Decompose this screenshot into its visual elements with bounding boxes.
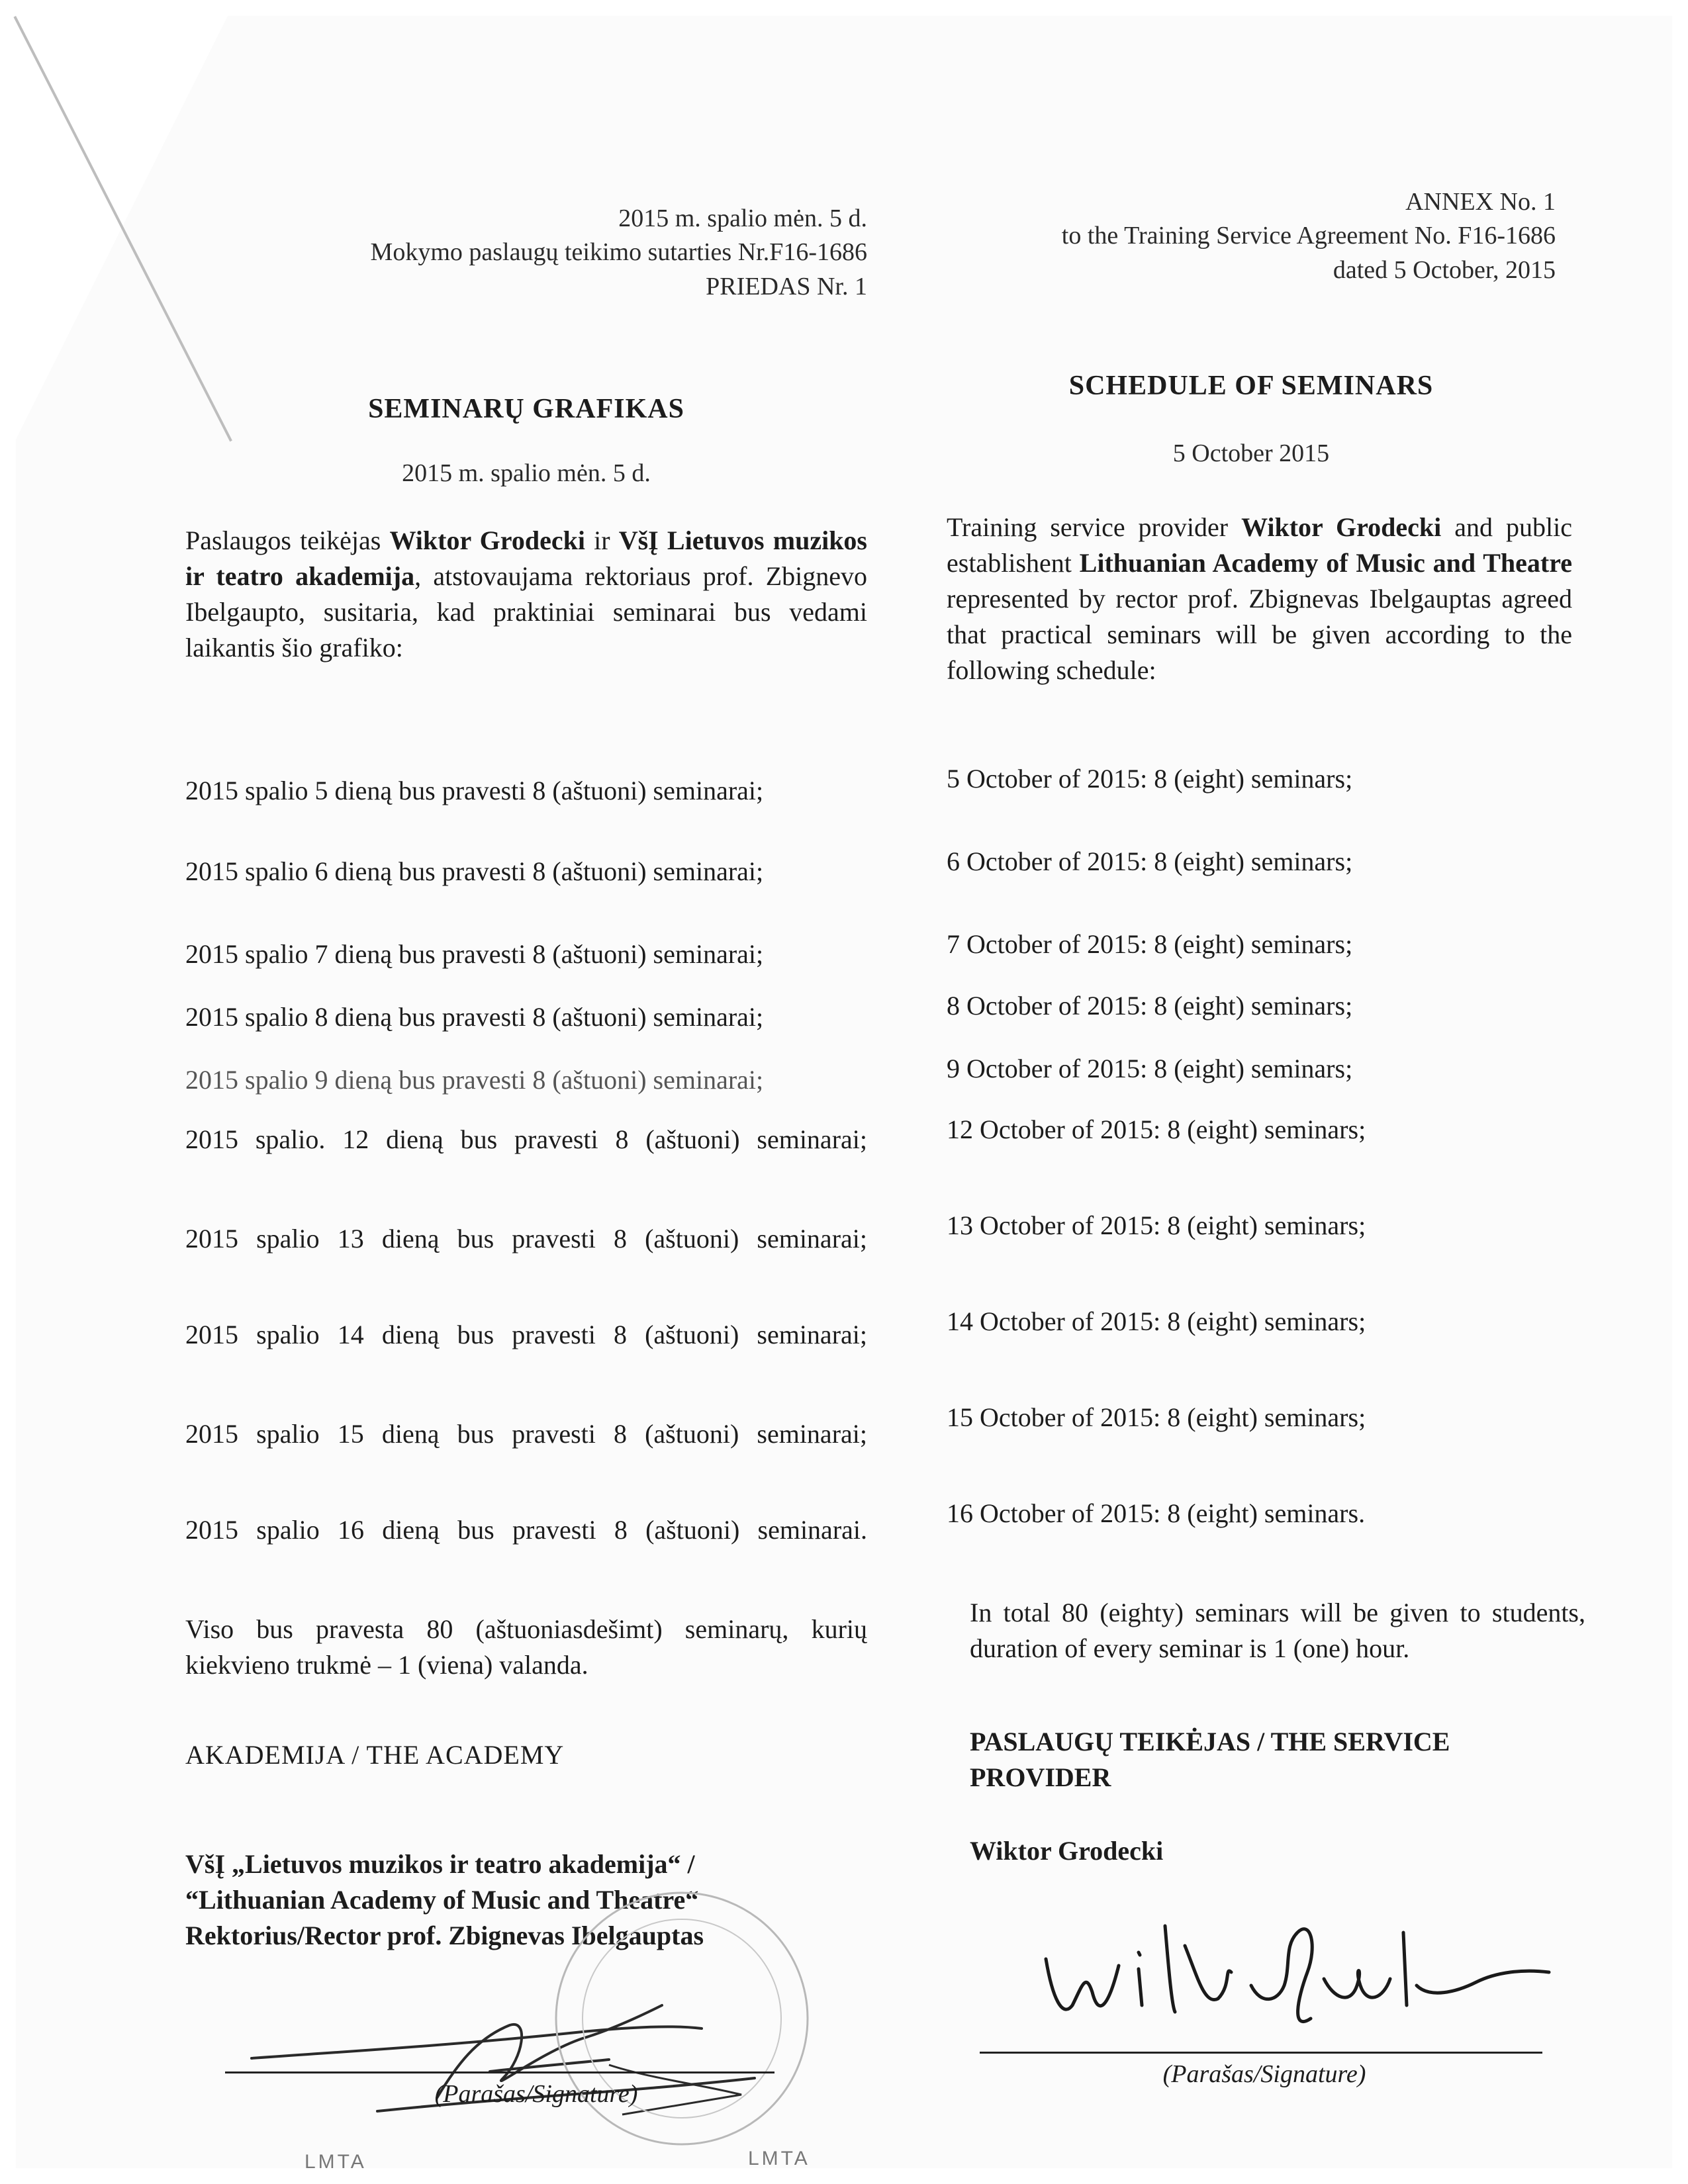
right-signature-caption: (Parašas/Signature) <box>1162 2060 1366 2088</box>
right-schedule-item: 12 October of 2015: 8 (eight) seminars; <box>947 1115 1366 1144</box>
left-intro-text-3: , atstovaujama rektoriaus prof. Zbignevo Ibelgaupto, susitaria, kad praktiniai seminarai bus vedami laikantis šio grafiko: <box>185 561 867 662</box>
right-total: In total 80 (eighty) seminars will be given to students, duration of every seminar is 1 (one) hour. <box>970 1598 1585 1663</box>
left-header-agreement: Mokymo paslaugų teikimo sutarties Nr.F16-1686 <box>370 238 867 267</box>
right-schedule-item: 16 October of 2015: 8 (eight) seminars. <box>947 1498 1366 1528</box>
left-schedule-item: 2015 spalio 9 dieną bus pravesti 8 (aštuoni) seminarai; <box>185 1065 764 1095</box>
left-signature-caption: (Parašas/Signature) <box>434 2080 638 2108</box>
left-title: SEMINARŲ GRAFIKAS <box>368 394 684 424</box>
left-schedule-item: 2015 spalio 7 dieną bus pravesti 8 (aštuoni) seminarai; <box>185 939 764 969</box>
left-schedule-item: 2015 spalio 15 dieną bus pravesti 8 (aštuoni) seminarai; <box>185 1419 867 1449</box>
left-schedule-item: 2015 spalio. 12 dieną bus pravesti 8 (aštuoni) seminarai; <box>185 1124 867 1154</box>
left-party-line: VšĮ „Lietuvos muzikos ir teatro akademija“ / <box>185 1849 695 1879</box>
right-schedule-item: 8 October of 2015: 8 (eight) seminars; <box>947 991 1353 1021</box>
left-header-date: 2015 m. spalio mėn. 5 d. <box>618 205 867 232</box>
right-intro-text-1: Training service provider <box>947 512 1242 542</box>
right-date: 5 October 2015 <box>1172 439 1330 467</box>
left-stamp-text: LMTA <box>305 2151 367 2173</box>
right-signature-line <box>980 2052 1542 2054</box>
left-schedule-item: 2015 spalio 6 dieną bus pravesti 8 (aštuoni) seminarai; <box>185 856 764 886</box>
left-schedule-item: 2015 spalio 8 dieną bus pravesti 8 (aštuoni) seminarai; <box>185 1002 764 1032</box>
right-schedule-item: 13 October of 2015: 8 (eight) seminars; <box>947 1210 1366 1240</box>
right-schedule-item: 9 October of 2015: 8 (eight) seminars; <box>947 1054 1353 1083</box>
right-schedule-item: 15 October of 2015: 8 (eight) seminars; <box>947 1402 1366 1432</box>
left-intro-text-1: Paslaugos teikėjas <box>185 525 390 555</box>
provider-signature <box>1033 1906 1562 2052</box>
right-intro <box>947 510 1572 688</box>
left-party-heading: AKADEMIJA / THE ACADEMY <box>185 1740 565 1770</box>
left-intro <box>185 523 867 666</box>
right-schedule-item: 6 October of 2015: 8 (eight) seminars; <box>947 846 1353 876</box>
left-schedule-item: 2015 spalio 5 dieną bus pravesti 8 (aštuoni) seminarai; <box>185 776 764 805</box>
right-header <box>947 185 1556 287</box>
left-total: Viso bus pravesta 80 (aštuoniasdešimt) seminarų, kurių kiekvieno trukmė – 1 (viena) valanda. <box>185 1614 867 1680</box>
left-signature-line <box>225 2071 774 2073</box>
left-party-line: “Lithuanian Academy of Music and Theatre“ <box>185 1885 699 1915</box>
right-party-heading: PASLAUGŲ TEIKĖJAS / THE SERVICE PROVIDER <box>970 1727 1450 1792</box>
left-stamp-text: LMTA <box>748 2148 810 2169</box>
left-date: 2015 m. spalio mėn. 5 d. <box>402 459 651 487</box>
left-schedule-item: 2015 spalio 14 dieną bus pravesti 8 (aštuoni) seminarai; <box>185 1320 867 1349</box>
right-intro-text-2: and public establishent <box>947 512 1572 578</box>
right-intro-text-3: represented by rector prof. Zbignevas Ibelgauptas agreed that practical seminars will be given according to the following schedule: <box>947 584 1572 685</box>
left-header <box>185 202 867 304</box>
right-intro-provider: Wiktor Grodecki <box>1241 512 1442 542</box>
left-header-annex: PRIEDAS Nr. 1 <box>706 272 867 300</box>
left-intro-text-2: ir <box>585 525 619 555</box>
left-intro-provider: Wiktor Grodecki <box>389 525 585 555</box>
academy-stamp <box>543 1880 821 2158</box>
right-schedule-item: 5 October of 2015: 8 (eight) seminars; <box>947 764 1353 794</box>
left-schedule-item: 2015 spalio 16 dieną bus pravesti 8 (aštuoni) seminarai. <box>185 1515 867 1545</box>
right-header-annex: ANNEX No. 1 <box>1405 188 1556 216</box>
right-intro-organization: Lithuanian Academy of Music and Theatre <box>1079 548 1572 578</box>
right-party-name: Wiktor Grodecki <box>970 1836 1164 1866</box>
right-schedule-item: 14 October of 2015: 8 (eight) seminars; <box>947 1306 1366 1336</box>
right-header-date: dated 5 October, 2015 <box>1333 255 1556 284</box>
left-intro-organization: VšĮ Lietuvos muzikos ir teatro akademija <box>185 525 868 591</box>
right-title: SCHEDULE OF SEMINARS <box>1068 371 1434 401</box>
right-header-agreement: to the Training Service Agreement No. F16-1686 <box>1061 222 1556 250</box>
right-schedule-item: 7 October of 2015: 8 (eight) seminars; <box>947 929 1353 959</box>
left-party-line: Rektorius/Rector prof. Zbignevas Ibelgauptas <box>185 1921 704 1950</box>
left-schedule-item: 2015 spalio 13 dieną bus pravesti 8 (aštuoni) seminarai; <box>185 1224 867 1253</box>
